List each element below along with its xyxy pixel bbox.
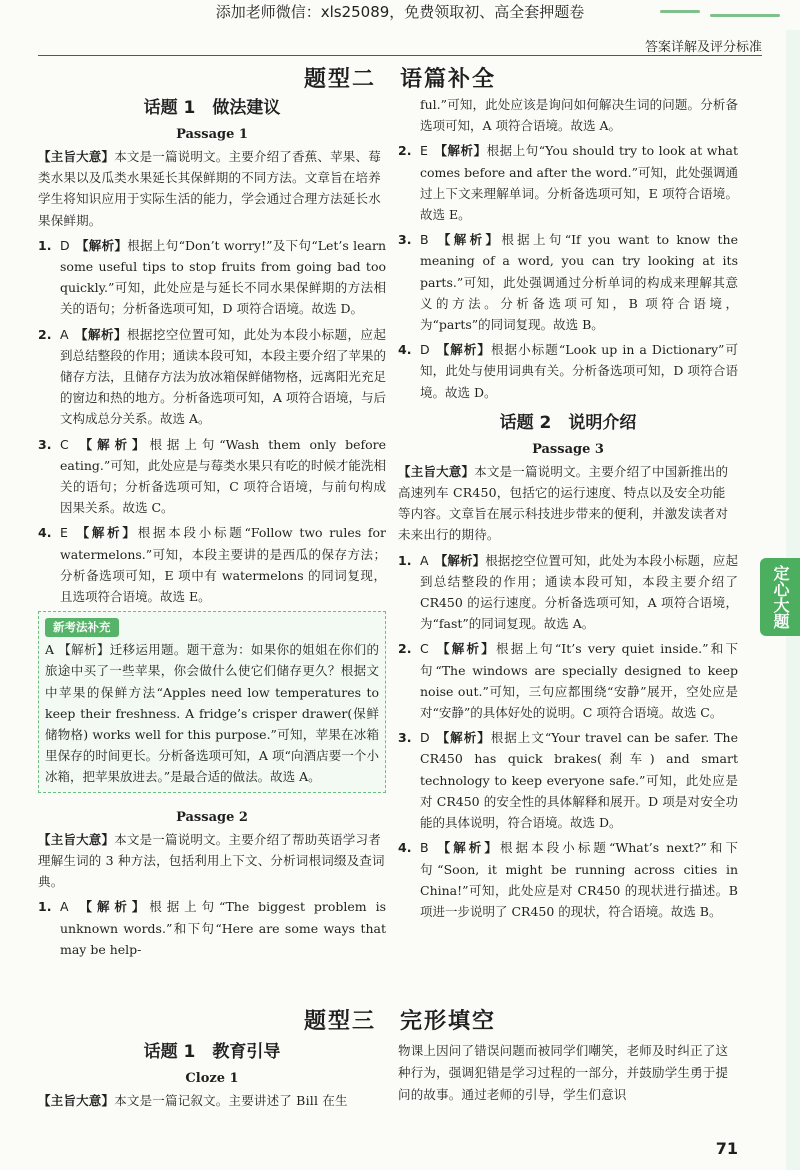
cloze1-summary: 【主旨大意】本文是一篇记叙文。主要讲述了 Bill 在生 bbox=[38, 1093, 348, 1108]
answer-item: 2. A 【解析】根据挖空位置可知，此处为本段小标题，应起到总结整段的作用；通读本段可知，本段主要介绍了苹果的储存方法，且储存方法为放冰箱保鲜储物格，远离阳光充足的窗边和热的地方。分析备选项可知，A 项符合语境，与后文构成总分关系。故选 A。 bbox=[38, 326, 386, 427]
section3-title: 题型三 完形填空 bbox=[303, 1009, 496, 1034]
answer-item: 2. C 【解析】根据上句“It’s very quiet inside.”和下句“The windows are specially designed to keep noise out.”可知，三句应都围绕“安静”展开，空处应是对“安静”的具体好处的说明。C 项符合语境。故选 C。 bbox=[398, 641, 738, 721]
header-label: 答案详解及评分标准 bbox=[644, 40, 762, 55]
topic1-heading: 话题 1 做法建议 bbox=[143, 98, 281, 118]
watermark-text: 添加老师微信：xls25089，免费领取初、高全套押题卷 bbox=[215, 3, 585, 21]
answer-item: 4. D 【解析】根据小标题“Look up in a Dictionary”可知，此处与使用词典有关。分析备选项可知，D 项符合语境。故选 D。 bbox=[398, 342, 738, 400]
passage3-summary: 【主旨大意】本文是一篇说明文。主要介绍了中国新推出的高速列车 CR450，包括它的运行速度、特点以及安全功能等内容。文章旨在展示科技进步带来的便利，并激发读者对未来出行的期待。 bbox=[398, 463, 729, 543]
topic2-heading: 话题 2 说明介绍 bbox=[499, 412, 637, 433]
answer-item: 3. B 【解析】根据上句“If you want to know the meaning of a word, you can try looking at its parts.”可知，此处强调通过分析单词的构成来理解其意义的方法。分析备选项可知，B 项符合语境，为“parts”的同词复现。故选 B。 bbox=[398, 232, 738, 333]
answer-item: 1. A 【解析】根据上句“The biggest problem is unknown words.”和下句“Here are some ways that may be help- bbox=[38, 899, 386, 957]
cloze1-summary-cont: 物课上因问了错误问题而被同学们嘲笑，老师及时纠正了这种行为，强调犯错是学习过程的一部分，并鼓励学生勇于提问的故事。通过老师的引导，学生们意识 bbox=[398, 1043, 729, 1102]
answer-item: 4. E 【解析】根据本段小标题“Follow two rules for watermelons.”可知，本段主要讲的是西瓜的保存方法；分析备选项可知，E 项中有 watermelons 的同词复现，且选项符合语境。故选 E。 bbox=[38, 525, 386, 605]
side-tab: 定心大题 bbox=[760, 558, 800, 636]
bottom-right-block bbox=[398, 1040, 738, 1106]
supplement-text: A 【解析】迁移运用题。题干意为：如果你的姐姐在你们的旅途中买了一些苹果，你会做什么使它们储存更久？根据文中苹果的保鲜方法“Apples need low temperatures to keep their freshness. A fridge’s crisper drawer(保鲜储物格) works well for this purpose.”可知，苹果在冰箱里保存的时间更长。分析备选项可知，A 项“向酒店要一个小冰箱，把苹果放进去。”是最合适的做法。故选 A。 bbox=[45, 642, 379, 785]
cloze1-heading: Cloze 1 bbox=[185, 1071, 239, 1086]
left-column bbox=[38, 92, 386, 964]
right-column bbox=[398, 94, 738, 926]
passage3-heading: Passage 3 bbox=[532, 441, 604, 457]
new-exam-supplement-box bbox=[38, 611, 386, 792]
passage2-summary: 【主旨大意】本文是一篇说明文。主要介绍了帮助英语学习者理解生词的 3 种方法，包括利用上下文、分析词根词缀及查词典。 bbox=[38, 831, 385, 890]
passage1-summary: 【主旨大意】本文是一篇说明文。主要介绍了香蕉、苹果、莓类水果以及瓜类水果延长其保鲜期的不同方法。文章旨在培养学生将知识应用于实际生活的能力，学会通过合理方法延长水果保鲜期。 bbox=[38, 149, 381, 228]
passage2-heading: Passage 2 bbox=[176, 809, 248, 825]
section2-title: 题型二 语篇补全 bbox=[303, 67, 496, 92]
answer-item: 1. A 【解析】根据挖空位置可知，此处为本段小标题，应起到总结整段的作用；通读本段可知，本段主要介绍了 CR450 的运行速度。分析备选项可知，A 项符合语境，为“fast”的同词复现。故选 A。 bbox=[398, 552, 738, 632]
page-number: 71 bbox=[715, 1139, 738, 1158]
answer-item: 2. E 【解析】根据上句“You should try to look at what comes before and after the word.”可知，此处强调通过上下文来理解单词。分析备选项可知，E 项符合语境。故选 E。 bbox=[398, 143, 738, 223]
answer-item: 1. D 【解析】根据上句“Don’t worry!”及下句“Let’s learn some useful tips to stop fruits from going bad too quickly.”可知，此处应是与延长不同水果保鲜期的方法相关的语句；分析备选项可知，D 项符合语境。故选 D。 bbox=[38, 237, 386, 317]
supplement-badge: 新考法补充 bbox=[45, 618, 119, 637]
cloze-topic-heading: 话题 1 教育引导 bbox=[143, 1042, 281, 1062]
top-decor bbox=[650, 8, 790, 20]
answer-item: 3. C 【解析】根据上句“Wash them only before eating.”可知，此处应是与莓类水果只有吃的时候才能洗相关的语句；分析备选项可知，C 项符合语境，与前句构成因果关系。故选 C。 bbox=[38, 436, 386, 516]
passage1-heading: Passage 1 bbox=[176, 127, 248, 142]
answer-item: 4. B 【解析】根据本段小标题“What’s next?”和下句“Soon, it might be running across cities in China!”可知，此处应是对 CR450 的现状进行描述。B 项进一步说明了 CR450 的现状，符合语境。故选 B。 bbox=[398, 840, 738, 919]
answer-item: 3. D 【解析】根据上文“Your travel can be safer. The CR450 has quick brakes(刹车) and smart technology to keep everyone safe.”可知，此处应是对 CR450 的安全性的具体解释和展开。D 项是对安全功能的具体说明，符合语境。故选 D。 bbox=[398, 730, 738, 831]
continued-text: ful.”可知，此处应该是询问如何解决生词的问题。分析备选项可知，A 项符合语境。故选 A。 bbox=[420, 97, 738, 134]
bottom-left-block bbox=[38, 1036, 386, 1112]
header-divider bbox=[38, 55, 762, 56]
